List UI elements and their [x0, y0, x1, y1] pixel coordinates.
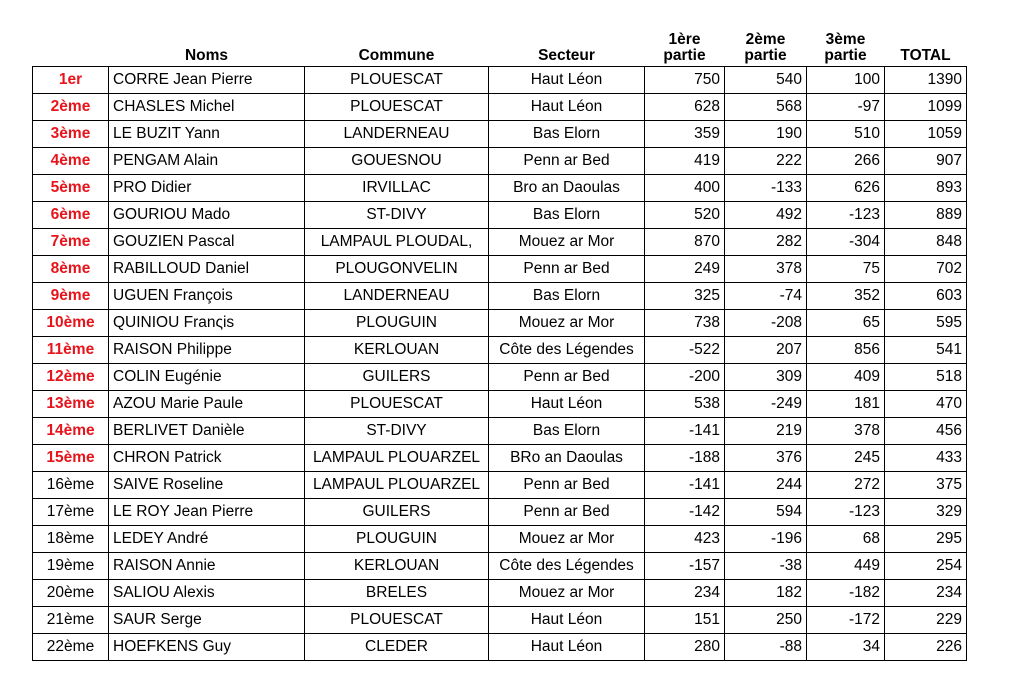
partie-3-cell: 34 — [807, 634, 885, 661]
rank-cell: 16ème — [33, 472, 109, 499]
partie-1-cell: 280 — [645, 634, 725, 661]
partie-1-cell: 325 — [645, 283, 725, 310]
partie-1-cell: 870 — [645, 229, 725, 256]
partie-1-cell: 419 — [645, 148, 725, 175]
partie-3-cell: 626 — [807, 175, 885, 202]
table-row — [33, 607, 967, 634]
partie-2-cell: 309 — [725, 364, 807, 391]
partie-2-cell: 282 — [725, 229, 807, 256]
header-partie-3-line1: 3ème — [825, 31, 866, 48]
table-row — [33, 229, 967, 256]
partie-3-cell: 75 — [807, 256, 885, 283]
rank-cell: 9ème — [33, 283, 109, 310]
table-row — [33, 580, 967, 607]
partie-3-cell: 245 — [807, 445, 885, 472]
total-cell: 907 — [885, 148, 967, 175]
name-cell: QUINIOU Franςis — [109, 310, 305, 337]
partie-2-cell: -208 — [725, 310, 807, 337]
secteur-cell: Mouez ar Mor — [489, 310, 645, 337]
rank-cell: 13ème — [33, 391, 109, 418]
secteur-cell: Bas Elorn — [489, 283, 645, 310]
table-row — [33, 148, 967, 175]
name-cell: AZOU Marie Paule — [109, 391, 305, 418]
header-row — [33, 30, 967, 67]
total-cell: 470 — [885, 391, 967, 418]
name-cell: RAISON Philippe — [109, 337, 305, 364]
secteur-cell: Penn ar Bed — [489, 472, 645, 499]
secteur-cell: Penn ar Bed — [489, 499, 645, 526]
partie-3-cell: 65 — [807, 310, 885, 337]
commune-cell: PLOUGUIN — [305, 526, 489, 553]
partie-1-cell: 520 — [645, 202, 725, 229]
table-row — [33, 256, 967, 283]
name-cell: COLIN Eugénie — [109, 364, 305, 391]
secteur-cell: Penn ar Bed — [489, 148, 645, 175]
secteur-cell: Bas Elorn — [489, 121, 645, 148]
table-body — [33, 67, 967, 661]
secteur-cell: Mouez ar Mor — [489, 526, 645, 553]
commune-cell: KERLOUAN — [305, 337, 489, 364]
header-partie-2-line2: partie — [744, 47, 787, 64]
partie-2-cell: 250 — [725, 607, 807, 634]
name-cell: LE BUZIT Yann — [109, 121, 305, 148]
partie-1-cell: 151 — [645, 607, 725, 634]
total-cell: 603 — [885, 283, 967, 310]
header-partie-3 — [807, 30, 885, 67]
name-cell: RAISON Annie — [109, 553, 305, 580]
partie-2-cell: -133 — [725, 175, 807, 202]
secteur-cell: BRo an Daoulas — [489, 445, 645, 472]
commune-cell: LANDERNEAU — [305, 283, 489, 310]
rank-cell: 3ème — [33, 121, 109, 148]
partie-2-cell: -196 — [725, 526, 807, 553]
total-cell: 1059 — [885, 121, 967, 148]
name-cell: SAUR Serge — [109, 607, 305, 634]
partie-2-cell: -38 — [725, 553, 807, 580]
total-cell: 456 — [885, 418, 967, 445]
partie-2-cell: 594 — [725, 499, 807, 526]
commune-cell: PLOUESCAT — [305, 67, 489, 94]
rank-cell: 8ème — [33, 256, 109, 283]
table-row — [33, 634, 967, 661]
partie-1-cell: 359 — [645, 121, 725, 148]
partie-1-cell: -141 — [645, 418, 725, 445]
header-partie-1 — [645, 30, 725, 67]
secteur-cell: Mouez ar Mor — [489, 580, 645, 607]
commune-cell: PLOUESCAT — [305, 607, 489, 634]
name-cell: CHASLES Michel — [109, 94, 305, 121]
partie-2-cell: 222 — [725, 148, 807, 175]
table-row — [33, 472, 967, 499]
commune-cell: ST-DIVY — [305, 418, 489, 445]
commune-cell: LAMPAUL PLOUDAL, — [305, 229, 489, 256]
rank-cell: 19ème — [33, 553, 109, 580]
table-row — [33, 445, 967, 472]
partie-1-cell: 538 — [645, 391, 725, 418]
secteur-cell: Haut Léon — [489, 94, 645, 121]
table-row — [33, 391, 967, 418]
header-partie-1-line2: partie — [663, 47, 706, 64]
name-cell: GOUZIEN Pascal — [109, 229, 305, 256]
partie-2-cell: -249 — [725, 391, 807, 418]
name-cell: UGUEN François — [109, 283, 305, 310]
total-cell: 893 — [885, 175, 967, 202]
partie-3-cell: 272 — [807, 472, 885, 499]
header-secteur: Secteur — [538, 47, 595, 64]
total-cell: 1099 — [885, 94, 967, 121]
secteur-cell: Penn ar Bed — [489, 256, 645, 283]
partie-3-cell: -172 — [807, 607, 885, 634]
partie-1-cell: -141 — [645, 472, 725, 499]
header-partie-2-line1: 2ème — [745, 31, 786, 48]
secteur-cell: Côte des Légendes — [489, 337, 645, 364]
partie-2-cell: 244 — [725, 472, 807, 499]
commune-cell: IRVILLAC — [305, 175, 489, 202]
partie-3-cell: 510 — [807, 121, 885, 148]
partie-1-cell: 738 — [645, 310, 725, 337]
total-cell: 702 — [885, 256, 967, 283]
name-cell: BERLIVET Danièle — [109, 418, 305, 445]
partie-2-cell: 376 — [725, 445, 807, 472]
partie-1-cell: 249 — [645, 256, 725, 283]
partie-2-cell: 182 — [725, 580, 807, 607]
partie-1-cell: 400 — [645, 175, 725, 202]
secteur-cell: Bas Elorn — [489, 418, 645, 445]
partie-2-cell: 190 — [725, 121, 807, 148]
commune-cell: ST-DIVY — [305, 202, 489, 229]
name-cell: CHRON Patrick — [109, 445, 305, 472]
partie-2-cell: -88 — [725, 634, 807, 661]
table-row — [33, 526, 967, 553]
table-row — [33, 175, 967, 202]
total-cell: 295 — [885, 526, 967, 553]
table-row — [33, 418, 967, 445]
commune-cell: GUILERS — [305, 499, 489, 526]
secteur-cell: Mouez ar Mor — [489, 229, 645, 256]
commune-cell: PLOUESCAT — [305, 94, 489, 121]
header-rank — [33, 30, 109, 67]
name-cell: LE ROY Jean Pierre — [109, 499, 305, 526]
total-cell: 541 — [885, 337, 967, 364]
commune-cell: CLEDER — [305, 634, 489, 661]
table-row — [33, 94, 967, 121]
table-row — [33, 499, 967, 526]
total-cell: 254 — [885, 553, 967, 580]
commune-cell: LANDERNEAU — [305, 121, 489, 148]
commune-cell: LAMPAUL PLOUARZEL — [305, 445, 489, 472]
partie-3-cell: -123 — [807, 499, 885, 526]
total-cell: 518 — [885, 364, 967, 391]
rank-cell: 22ème — [33, 634, 109, 661]
rank-cell: 14ème — [33, 418, 109, 445]
header-partie-1-line1: 1ère — [668, 31, 701, 48]
table-row — [33, 310, 967, 337]
name-cell: CORRE Jean Pierre — [109, 67, 305, 94]
results-table — [32, 30, 967, 661]
partie-3-cell: -304 — [807, 229, 885, 256]
commune-cell: PLOUESCAT — [305, 391, 489, 418]
partie-3-cell: 409 — [807, 364, 885, 391]
name-cell: GOURIOU Mado — [109, 202, 305, 229]
partie-3-cell: -182 — [807, 580, 885, 607]
rank-cell: 1er — [33, 67, 109, 94]
partie-1-cell: 234 — [645, 580, 725, 607]
commune-cell: PLOUGONVELIN — [305, 256, 489, 283]
rank-cell: 4ème — [33, 148, 109, 175]
table-row — [33, 283, 967, 310]
table-row — [33, 553, 967, 580]
partie-3-cell: 856 — [807, 337, 885, 364]
table-row — [33, 121, 967, 148]
table-row — [33, 364, 967, 391]
partie-3-cell: 352 — [807, 283, 885, 310]
partie-2-cell: 540 — [725, 67, 807, 94]
total-cell: 229 — [885, 607, 967, 634]
total-cell: 234 — [885, 580, 967, 607]
commune-cell: GOUESNOU — [305, 148, 489, 175]
partie-1-cell: 750 — [645, 67, 725, 94]
partie-1-cell: -157 — [645, 553, 725, 580]
table-row — [33, 67, 967, 94]
secteur-cell: Haut Léon — [489, 391, 645, 418]
header-commune: Commune — [358, 47, 435, 64]
name-cell: RABILLOUD Daniel — [109, 256, 305, 283]
name-cell: SALIOU Alexis — [109, 580, 305, 607]
partie-1-cell: -188 — [645, 445, 725, 472]
commune-cell: BRELES — [305, 580, 489, 607]
rank-cell: 20ème — [33, 580, 109, 607]
secteur-cell: Haut Léon — [489, 67, 645, 94]
table-row — [33, 202, 967, 229]
secteur-cell: Bas Elorn — [489, 202, 645, 229]
secteur-cell: Côte des Légendes — [489, 553, 645, 580]
rank-cell: 2ème — [33, 94, 109, 121]
partie-3-cell: 100 — [807, 67, 885, 94]
total-cell: 848 — [885, 229, 967, 256]
partie-3-cell: -123 — [807, 202, 885, 229]
commune-cell: PLOUGUIN — [305, 310, 489, 337]
partie-3-cell: 181 — [807, 391, 885, 418]
secteur-cell: Penn ar Bed — [489, 364, 645, 391]
partie-1-cell: -142 — [645, 499, 725, 526]
name-cell: LEDEY André — [109, 526, 305, 553]
rank-cell: 6ème — [33, 202, 109, 229]
total-cell: 375 — [885, 472, 967, 499]
header-partie-2 — [725, 30, 807, 67]
partie-2-cell: 492 — [725, 202, 807, 229]
total-cell: 595 — [885, 310, 967, 337]
rank-cell: 17ème — [33, 499, 109, 526]
total-cell: 329 — [885, 499, 967, 526]
total-cell: 1390 — [885, 67, 967, 94]
header-partie-3-line2: partie — [824, 47, 867, 64]
partie-3-cell: 68 — [807, 526, 885, 553]
partie-3-cell: 266 — [807, 148, 885, 175]
header-noms: Noms — [184, 47, 229, 64]
partie-1-cell: -200 — [645, 364, 725, 391]
partie-1-cell: 628 — [645, 94, 725, 121]
commune-cell: GUILERS — [305, 364, 489, 391]
partie-3-cell: 378 — [807, 418, 885, 445]
name-cell: SAIVE Roseline — [109, 472, 305, 499]
partie-3-cell: 449 — [807, 553, 885, 580]
partie-2-cell: 378 — [725, 256, 807, 283]
partie-1-cell: 423 — [645, 526, 725, 553]
rank-cell: 7ème — [33, 229, 109, 256]
partie-2-cell: -74 — [725, 283, 807, 310]
partie-3-cell: -97 — [807, 94, 885, 121]
rank-cell: 21ème — [33, 607, 109, 634]
partie-2-cell: 219 — [725, 418, 807, 445]
total-cell: 889 — [885, 202, 967, 229]
name-cell: PENGAM Alain — [109, 148, 305, 175]
rank-cell: 5ème — [33, 175, 109, 202]
total-cell: 433 — [885, 445, 967, 472]
commune-cell: KERLOUAN — [305, 553, 489, 580]
commune-cell: LAMPAUL PLOUARZEL — [305, 472, 489, 499]
rank-cell: 18ème — [33, 526, 109, 553]
secteur-cell: Bro an Daoulas — [489, 175, 645, 202]
rank-cell: 15ème — [33, 445, 109, 472]
secteur-cell: Haut Léon — [489, 607, 645, 634]
rank-cell: 10ème — [33, 310, 109, 337]
partie-2-cell: 207 — [725, 337, 807, 364]
partie-2-cell: 568 — [725, 94, 807, 121]
secteur-cell: Haut Léon — [489, 634, 645, 661]
name-cell: PRO Didier — [109, 175, 305, 202]
header-total: TOTAL — [900, 47, 951, 64]
rank-cell: 11ème — [33, 337, 109, 364]
total-cell: 226 — [885, 634, 967, 661]
name-cell: HOEFKENS Guy — [109, 634, 305, 661]
table-row — [33, 337, 967, 364]
rank-cell: 12ème — [33, 364, 109, 391]
partie-1-cell: -522 — [645, 337, 725, 364]
